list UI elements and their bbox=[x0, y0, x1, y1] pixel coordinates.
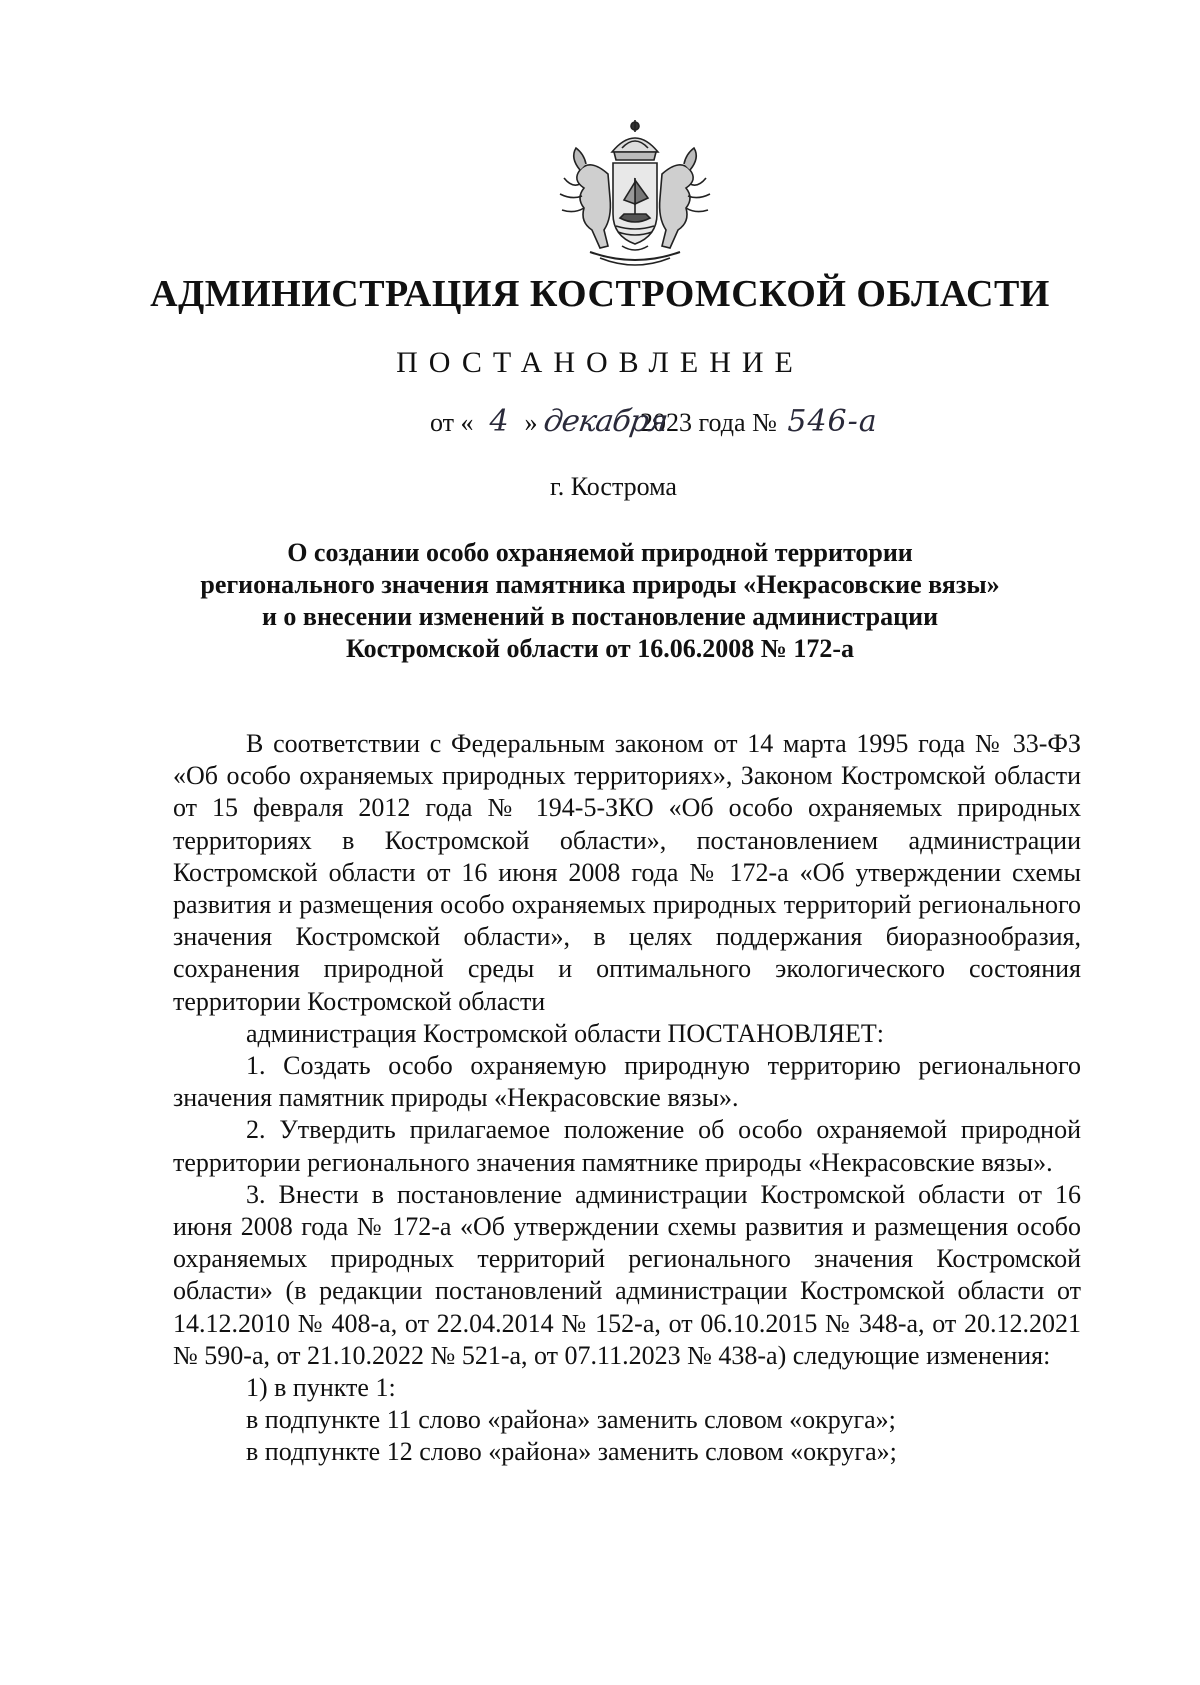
organization-title: АДМИНИСТРАЦИЯ КОСТРОМСКОЙ ОБЛАСТИ bbox=[150, 273, 1050, 315]
handwritten-month: декабря bbox=[541, 404, 670, 439]
subject-line: и о внесении изменений в постановление администрации bbox=[261, 602, 939, 631]
document-subject bbox=[150, 537, 1050, 665]
subject-line: регионального значения памятника природы «Некрасовские вязы» bbox=[200, 570, 1000, 599]
document-type-title: ПОСТАНОВЛЕНИЕ bbox=[396, 346, 804, 379]
date-prefix: от « bbox=[430, 408, 474, 437]
subject-line: О создании особо охраняемой природной территории bbox=[287, 538, 913, 567]
subitem-1b-line: в подпункте 12 слово «района» заменить словом «округа»; bbox=[246, 1437, 897, 1467]
item-3-paragraph: 3. Внести в постановление администрации Костромской области от 16 июня 2008 года № 172-а «Об утверждении схемы развития и размещения особо охраняемых природных территорий регионального значения Костромской области» (в редакции постановлений администрации Костромской области от 14.12.2010 № 408-а, от 22.04.2014 № 152-а, от 06.10.2015 № 348-а, от 20.12.2021 № 590-а, от 21.10.2022 № 521-а, от 07.11.2023 № 438-а) следующие изменения: bbox=[173, 1179, 1081, 1370]
handwritten-day: 4 bbox=[489, 404, 509, 439]
date-quote-close: » bbox=[524, 408, 538, 437]
handwritten-document-number: 546-а bbox=[787, 404, 878, 439]
subject-line: Костромской области от 16.06.2008 № 172-а bbox=[346, 634, 854, 663]
city-name: г. Кострома bbox=[550, 472, 677, 501]
date-year-text: 2023 года № bbox=[640, 408, 777, 437]
coat-of-arms-emblem bbox=[550, 118, 720, 270]
preamble-paragraph: В соответствии с Федеральным законом от 14 марта 1995 года № 33-ФЗ «Об особо охраняемых природных территориях», Законом Костромской области от 15 февраля 2012 года № 194-5-ЗКО «Об особо охраняемых природных территориях в Костромской области», постановлением администрации Костромской области от 16 июня 2008 года № 172-а «Об утверждении схемы развития и размещения особо охраняемых природных территорий регионального значения Костромской области», в целях поддержания биоразнообразия, сохранения природной среды и оптимального экологического состояния территории Костромской области bbox=[173, 729, 1081, 1016]
document-date-line bbox=[430, 404, 878, 439]
item-2-paragraph: 2. Утвердить прилагаемое положение об особо охраняемой природной территории регионального значения памятнике природы «Некрасовские вязы». bbox=[173, 1115, 1081, 1177]
document-body bbox=[173, 728, 1081, 1469]
subitem-1-line: 1) в пункте 1: bbox=[246, 1373, 396, 1403]
subitem-1a-line: в подпункте 11 слово «района» заменить словом «округа»; bbox=[246, 1405, 896, 1435]
resolves-line: администрация Костромской области ПОСТАНОВЛЯЕТ: bbox=[246, 1018, 885, 1048]
item-1-paragraph: 1. Создать особо охраняемую природную территорию регионального значения памятник природы «Некрасовские вязы». bbox=[173, 1051, 1081, 1113]
